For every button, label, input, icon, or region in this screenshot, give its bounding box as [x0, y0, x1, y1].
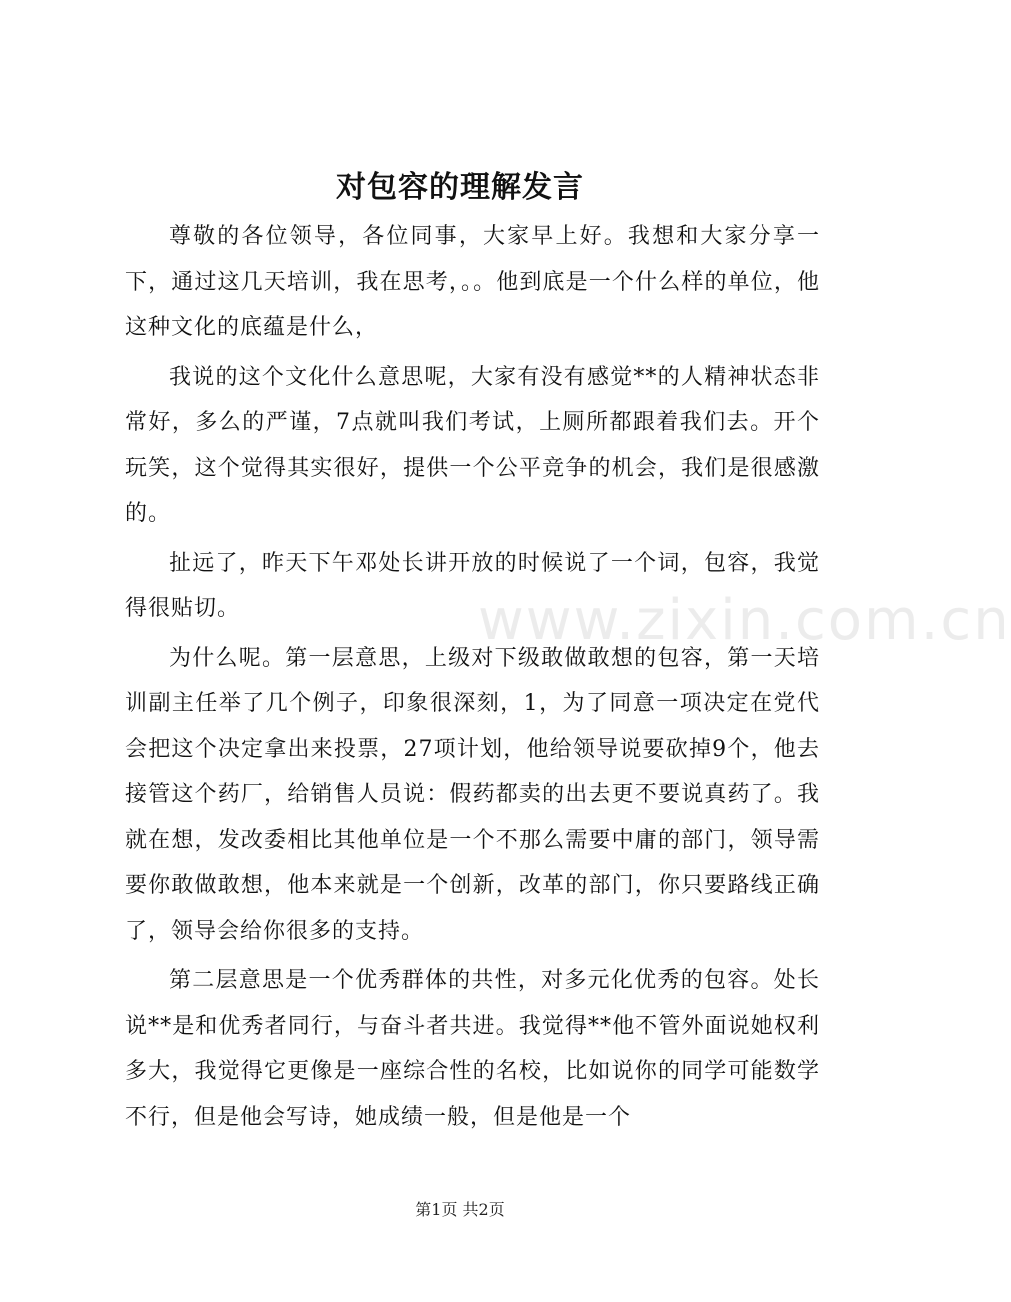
- paragraph-5: 第二层意思是一个优秀群体的共性，对多元化优秀的包容。处长说**是和优秀者同行，与奋斗者共进。我觉得**他不管外面说她权利多大，我觉得它更像是一座综合性的名校，比如说你的同学可能数学不行，但是他会写诗，她成绩一般，但是他是一个: [125, 968, 820, 1130]
- page-title: 对包容的理解发言: [336, 170, 584, 205]
- paragraph-2: 我说的这个文化什么意思呢，大家有没有感觉**的人精神状态非常好，多么的严谨，7点就叫我们考试，上厕所都跟着我们去。开个玩笑，这个觉得其实很好，提供一个公平竞争的机会，我们是很感激的。: [125, 364, 820, 526]
- paragraph-1: 尊敬的各位领导，各位同事，大家早上好。我想和大家分享一下，通过这几天培训，我在思考，。。他到底是一个什么样的单位，他这种文化的底蕴是什么，: [125, 224, 820, 340]
- watermark: www.zixin.com.cn: [478, 588, 1011, 653]
- paragraph-3: 扯远了，昨天下午邓处长讲开放的时候说了一个词，包容，我觉得很贴切。: [125, 550, 820, 621]
- paragraph-4: 为什么呢。第一层意思，上级对下级敢做敢想的包容，第一天培训副主任举了几个例子，印象很深刻，1，为了同意一项决定在党代会把这个决定拿出来投票，27项计划，他给领导说要砍掉9个，他去接管这个药厂，给销售人员说：假药都卖的出去更不要说真药了。我就在想，发改委相比其他单位是一个不那么需要中庸的部门，领导需要你敢做敢想，他本来就是一个创新，改革的部门，你只要路线正确了，领导会给你很多的支持。: [125, 645, 820, 944]
- page-footer: 第1页 共2页: [415, 1200, 505, 1219]
- document-body: [125, 214, 820, 1144]
